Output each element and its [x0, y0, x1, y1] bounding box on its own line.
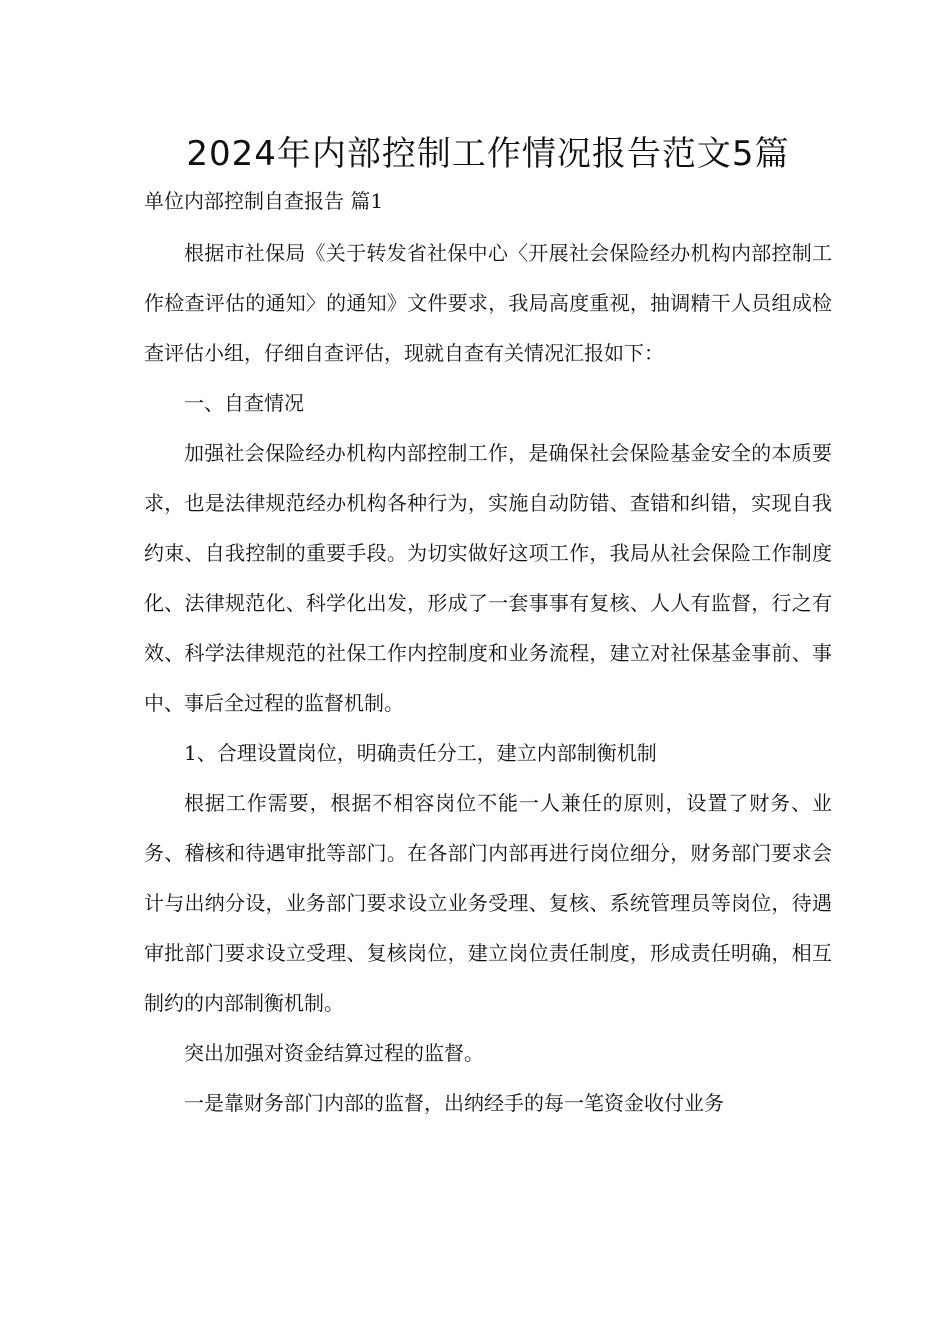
paragraph-internal-control: 加强社会保险经办机构内部控制工作，是确保社会保险基金安全的本质要求，也是法律规范经办机构各种行为，实施自动防错、查错和纠错，实现自我约束、自我控制的重要手段。为切实做好这项工作，我局从社会保险工作制度化、法律规范化、科学化出发，形成了一套事事有复核、人人有监督，行之有效、科学法律规范的社保工作内控制度和业务流程，建立对社保基金事前、事中、事后全过程的监督机制。 [144, 441, 832, 715]
paragraph-post-setup: 根据工作需要，根据不相容岗位不能一人兼任的原则，设置了财务、业务、稽核和待遇审批等部门。在各部门内部再进行岗位细分，财务部门要求会计与出纳分设，业务部门要求设立业务受理、复核、系统管理员等岗位，待遇审批部门要求设立受理、复核岗位，建立岗位责任制度，形成责任明确，相互制约的内部制衡机制。 [144, 791, 832, 1015]
paragraph-finance-supervision: 一是靠财务部门内部的监督，出纳经手的每一笔资金收付业务 [184, 1091, 724, 1115]
heading-self-check: 一、自查情况 [184, 391, 304, 415]
section-subtitle: 单位内部控制自查报告 篇1 [144, 189, 384, 213]
heading-fund-supervision: 突出加强对资金结算过程的监督。 [184, 1041, 484, 1065]
paragraph-intro: 根据市社保局《关于转发省社保中心〈开展社会保险经办机构内部控制工作检查评估的通知〉的通知》文件要求，我局高度重视，抽调精干人员组成检查评估小组，仔细自查评估，现就自查有关情况汇报如下： [144, 241, 832, 365]
document-title: 2024年内部控制工作情况报告范文5篇 [186, 134, 790, 174]
heading-post-setup: 1、合理设置岗位，明确责任分工，建立内部制衡机制 [184, 741, 657, 765]
